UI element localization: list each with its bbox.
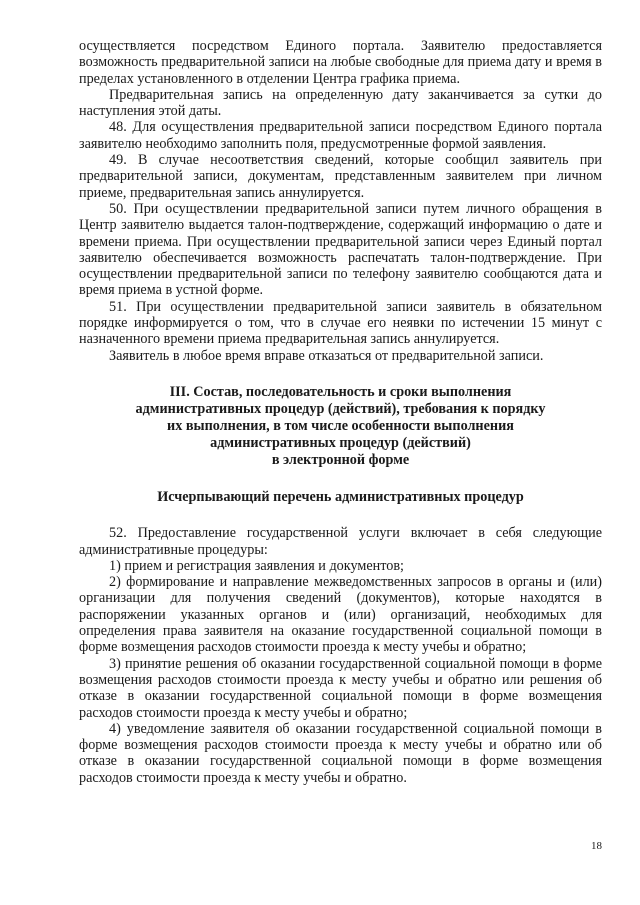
paragraph-continuation: осуществляется посредством Единого портала. Заявителю предоставляется возможность предварительной записи на любые свободные для приема дату и время в пределах установленного в отделении Центра графика приема. (79, 38, 602, 87)
list-item: 1) прием и регистрация заявления и документов; (109, 557, 404, 574)
section-heading-line: в электронной форме (271, 451, 410, 468)
subheading: Исчерпывающий перечень административных процедур (157, 488, 524, 505)
paragraph-50: 50. При осуществлении предварительной записи путем личного обращения в Центр заявителю выдается талон-подтверждение, содержащий информацию о дате и времени приема. При осуществлении предварительной записи через Единый портал заявителю обеспечивается возможность распечатать талон-подтверждение. При осуществлении предварительной записи по телефону заявителю сообщаются дата и время приема в устной форме. (79, 200, 602, 299)
section-heading-line: их выполнения, в том числе особенности выполнения (167, 417, 514, 434)
list-item: 4) уведомление заявителя об оказании государственной социальной помощи в форме возмещения расходов стоимости проезда к месту учебы и обратно или об отказе в оказании государственной социальной помощи в форме возмещения расходов стоимости проезда к месту учебы и обратно. (79, 720, 602, 786)
paragraph-52: 52. Предоставление государственной услуги включает в себя следующие административные процедуры: (79, 525, 602, 558)
paragraph-refusal: Заявитель в любое время вправе отказаться от предварительной записи. (109, 347, 544, 364)
paragraph-49: 49. В случае несоответствия сведений, которые сообщил заявитель при предварительной записи, документам, представленным заявителем при личном приеме, предварительная запись аннулируется. (79, 152, 602, 201)
section-heading-line: административных процедур (действий), требования к порядку (135, 400, 546, 417)
section-heading-line: III. Состав, последовательность и сроки выполнения (169, 383, 512, 400)
list-item: 3) принятие решения об оказании государственной социальной помощи в форме возмещения расходов стоимости проезда к месту учебы и обратно или решения об отказе в оказании государственной социальной помощи в форме возмещения расходов стоимости проезда к месту учебы и обратно; (79, 655, 602, 721)
list-item: 2) формирование и направление межведомственных запросов в органы и (или) организации для получения сведений (документов), которые находятся в распоряжении указанных органов и (или) организаций, необходимых для определения права заявителя на оказание государственной социальной помощи в форме возмещения расходов стоимости проезда к месту учебы и обратно; (79, 574, 602, 656)
section-heading (79, 384, 602, 469)
document-page (79, 38, 602, 786)
paragraph-deadline: Предварительная запись на определенную дату заканчивается за сутки до наступления этой даты. (79, 86, 602, 120)
section-heading-line: административных процедур (действий) (210, 434, 471, 451)
paragraph-48: 48. Для осуществления предварительной записи посредством Единого портала заявителю необходимо заполнить поля, предусмотренные формой заявления. (79, 119, 602, 152)
page-number: 18 (591, 840, 602, 852)
paragraph-51: 51. При осуществлении предварительной записи заявитель в обязательном порядке информируется о том, что в случае его неявки по истечении 15 минут с назначенного времени приема предварительная запись аннулируется. (79, 298, 602, 348)
